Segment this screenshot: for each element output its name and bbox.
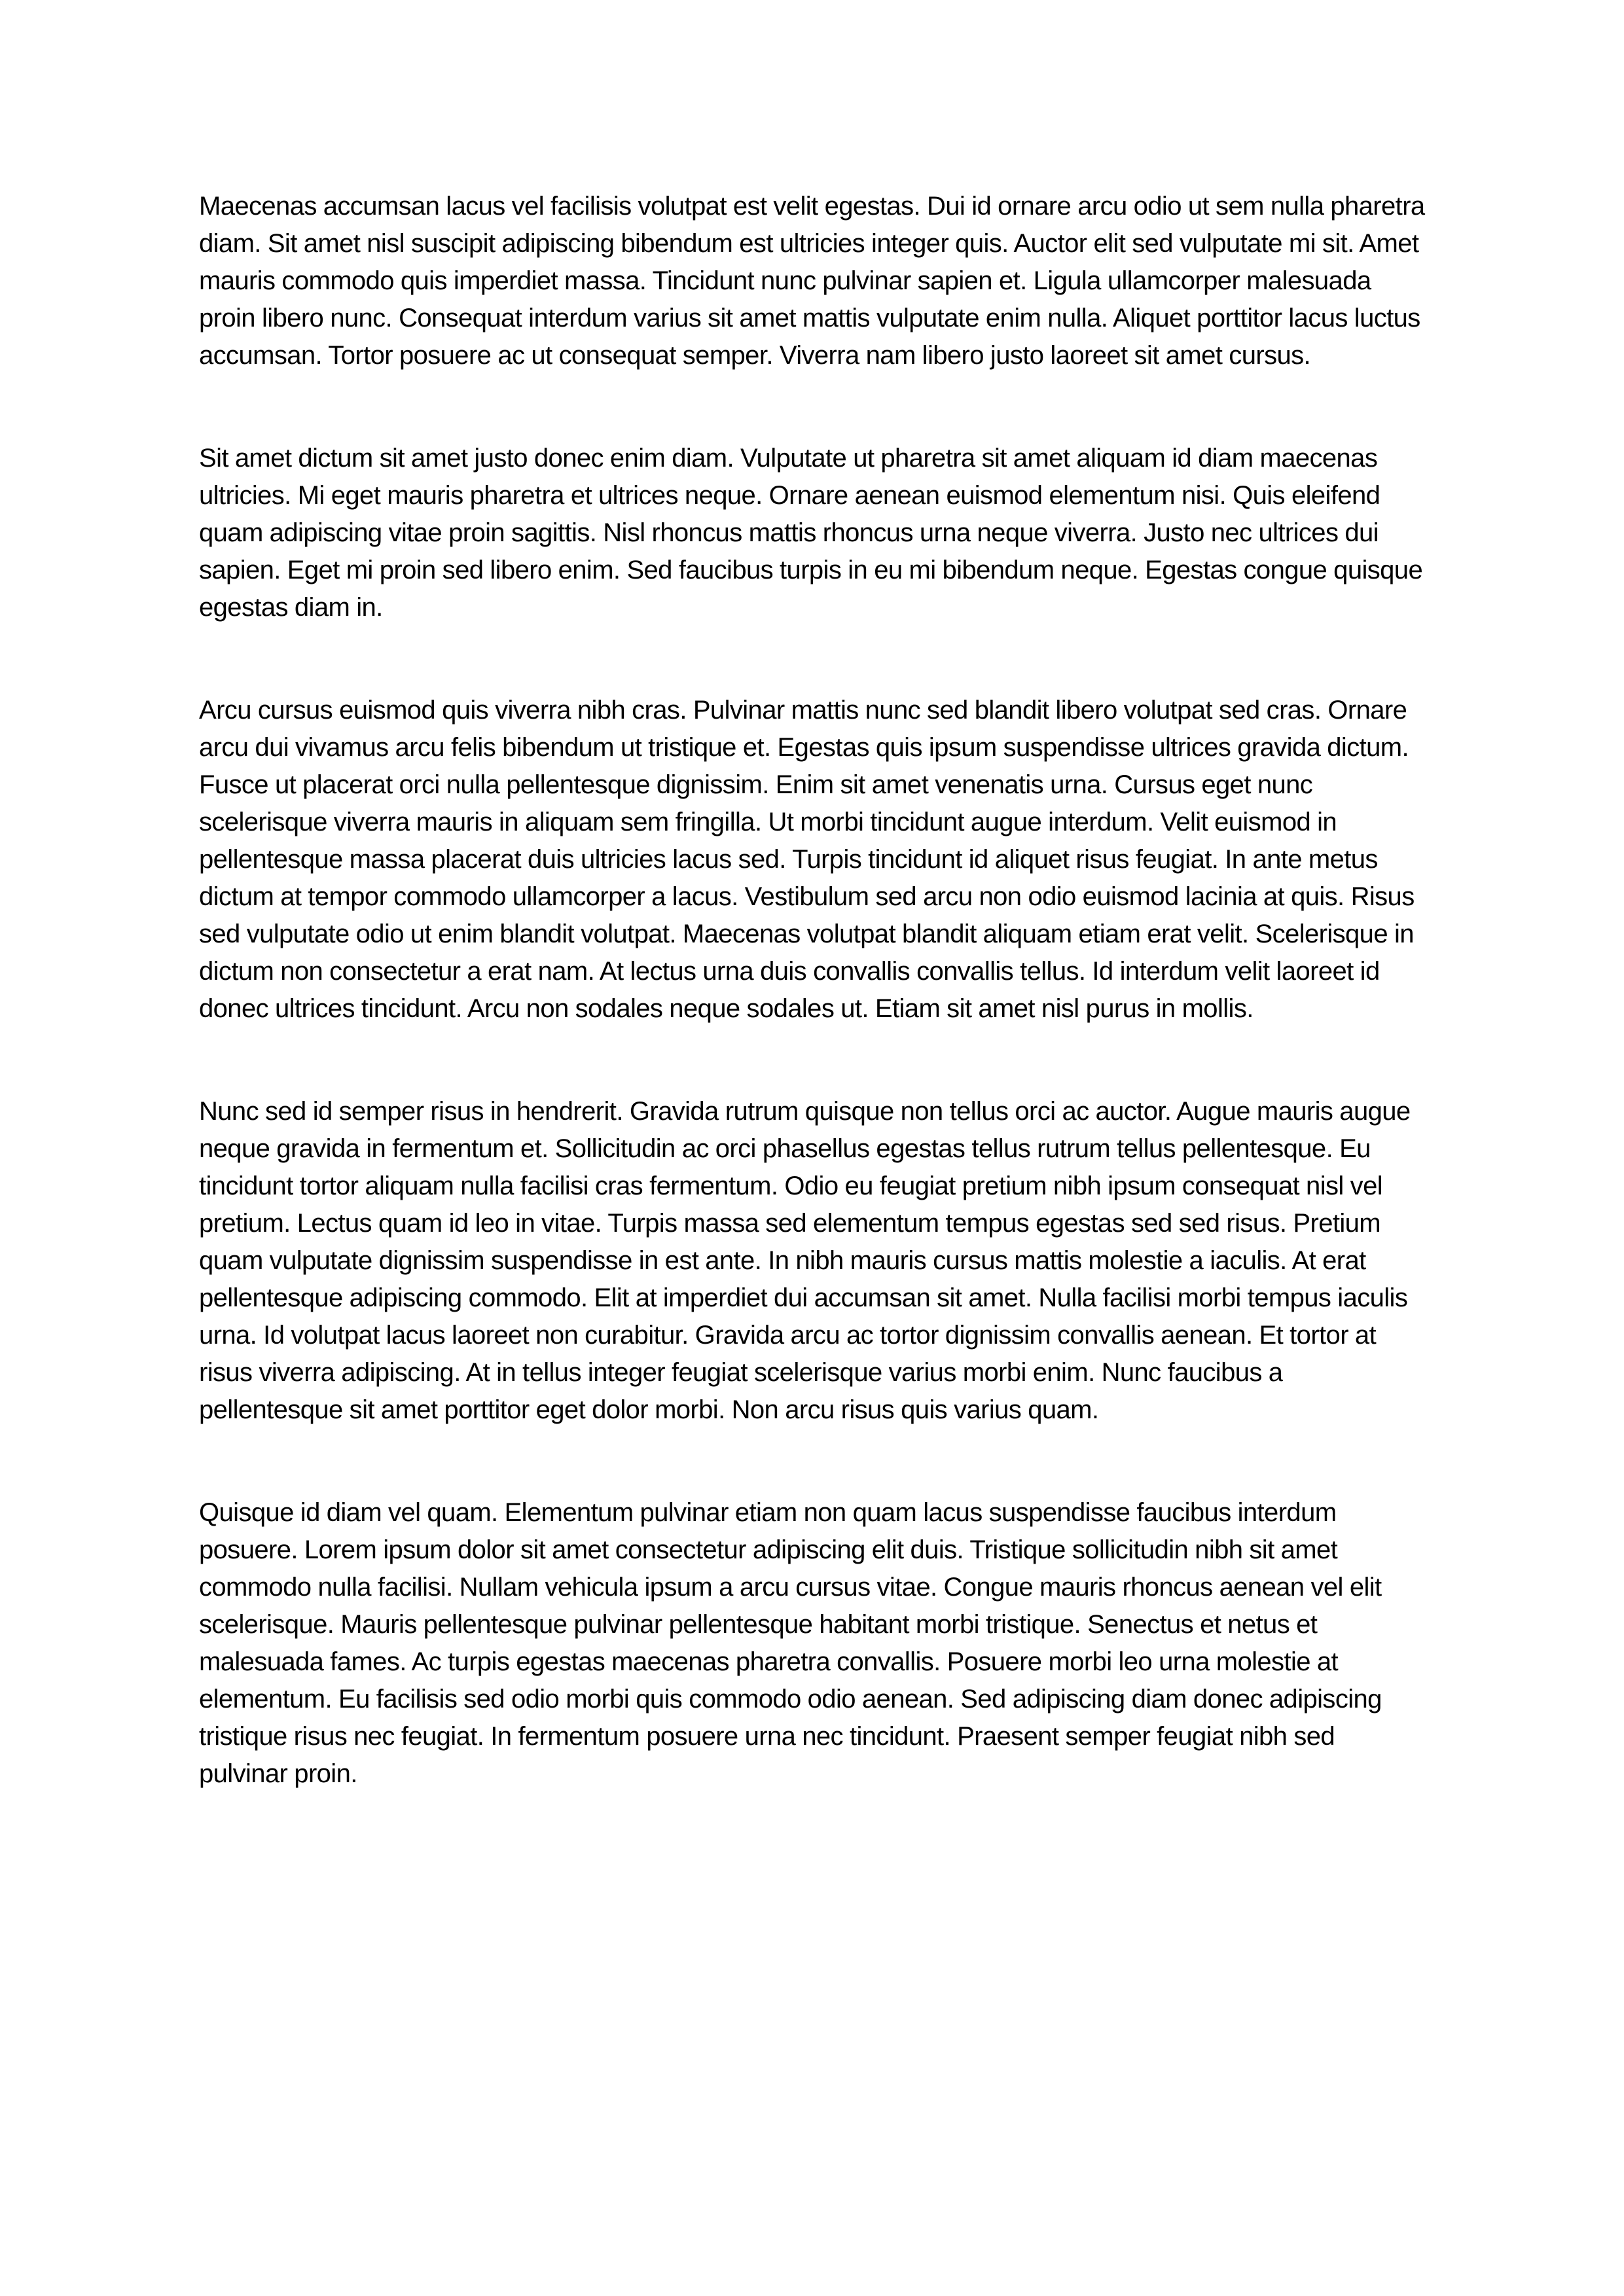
paragraph-1: Maecenas accumsan lacus vel facilisis volutpat est velit egestas. Dui id ornare arcu odio ut sem nulla pharetra diam. Sit amet nisl suscipit adipiscing bibendum est ultricies integer quis. Auctor elit sed vulputate mi sit. Amet mauris commodo quis imperdiet massa. Tincidunt nunc pulvinar sapien et. Ligula ullamcorper malesuada proin libero nunc. Consequat interdum varius sit amet mattis vulputate enim nulla. Aliquet porttitor lacus luctus accumsan. Tortor posuere ac ut consequat semper. Viverra nam libero justo laoreet sit amet cursus. [199,192,1425,370]
paragraph-5: Quisque id diam vel quam. Elementum pulvinar etiam non quam lacus suspendisse faucibus interdum posuere. Lorem ipsum dolor sit amet consectetur adipiscing elit duis. Tristique sollicitudin nibh sit amet commodo nulla facilisi. Nullam vehicula ipsum a arcu cursus vitae. Congue mauris rhoncus aenean vel elit scelerisque. Mauris pellentesque pulvinar pellentesque habitant morbi tristique. Senectus et netus et malesuada fames. Ac turpis egestas maecenas pharetra convallis. Posuere morbi leo urna molestie at elementum. Eu facilisis sed odio morbi quis commodo odio aenean. Sed adipiscing diam donec adipiscing tristique risus nec feugiat. In fermentum posuere urna nec tincidunt. Praesent semper feugiat nibh sed pulvinar proin. [199,1498,1382,1788]
paragraph-3: Arcu cursus euismod quis viverra nibh cras. Pulvinar mattis nunc sed blandit libero volutpat sed cras. Ornare arcu dui vivamus arcu felis bibendum ut tristique et. Egestas quis ipsum suspendisse ultrices gravida dictum. Fusce ut placerat orci nulla pellentesque dignissim. Enim sit amet venenatis urna. Cursus eget nunc scelerisque viverra mauris in aliquam sem fringilla. Ut morbi tincidunt augue interdum. Velit euismod in pellentesque massa placerat duis ultricies lacus sed. Turpis tincidunt id aliquet risus feugiat. In ante metus dictum at tempor commodo ullamcorper a lacus. Vestibulum sed arcu non odio euismod lacinia at quis. Risus sed vulputate odio ut enim blandit volutpat. Maecenas volutpat blandit aliquam etiam erat velit. Scelerisque in dictum non consectetur a erat nam. At lectus urna duis convallis convallis tellus. Id interdum velit laoreet id donec ultrices tincidunt. Arcu non sodales neque sodales ut. Etiam sit amet nisl purus in mollis. [199,696,1415,1023]
paragraph-2: Sit amet dictum sit amet justo donec enim diam. Vulputate ut pharetra sit amet aliquam id diam maecenas ultricies. Mi eget mauris pharetra et ultrices neque. Ornare aenean euismod elementum nisi. Quis eleifend quam adipiscing vitae proin sagittis. Nisl rhoncus mattis rhoncus urna neque viverra. Justo nec ultrices dui sapien. Eget mi proin sed libero enim. Sed faucibus turpis in eu mi bibendum neque. Egestas congue quisque egestas diam in. [199,444,1423,622]
paragraph-4: Nunc sed id semper risus in hendrerit. Gravida rutrum quisque non tellus orci ac auctor. Augue mauris augue neque gravida in fermentum et. Sollicitudin ac orci phasellus egestas tellus rutrum tellus pellentesque. Eu tincidunt tortor aliquam nulla facilisi cras fermentum. Odio eu feugiat pretium nibh ipsum consequat nisl vel pretium. Lectus quam id leo in vitae. Turpis massa sed elementum tempus egestas sed sed risus. Pretium quam vulputate dignissim suspendisse in est ante. In nibh mauris cursus mattis molestie a iaculis. At erat pellentesque adipiscing commodo. Elit at imperdiet dui accumsan sit amet. Nulla facilisi morbi tempus iaculis urna. Id volutpat lacus laoreet non curabitur. Gravida arcu ac tortor dignissim convallis aenean. Et tortor at risus viverra adipiscing. At in tellus integer feugiat scelerisque varius morbi enim. Nunc faucibus a pellentesque sit amet porttitor eget dolor morbi. Non arcu risus quis varius quam. [199,1097,1411,1424]
